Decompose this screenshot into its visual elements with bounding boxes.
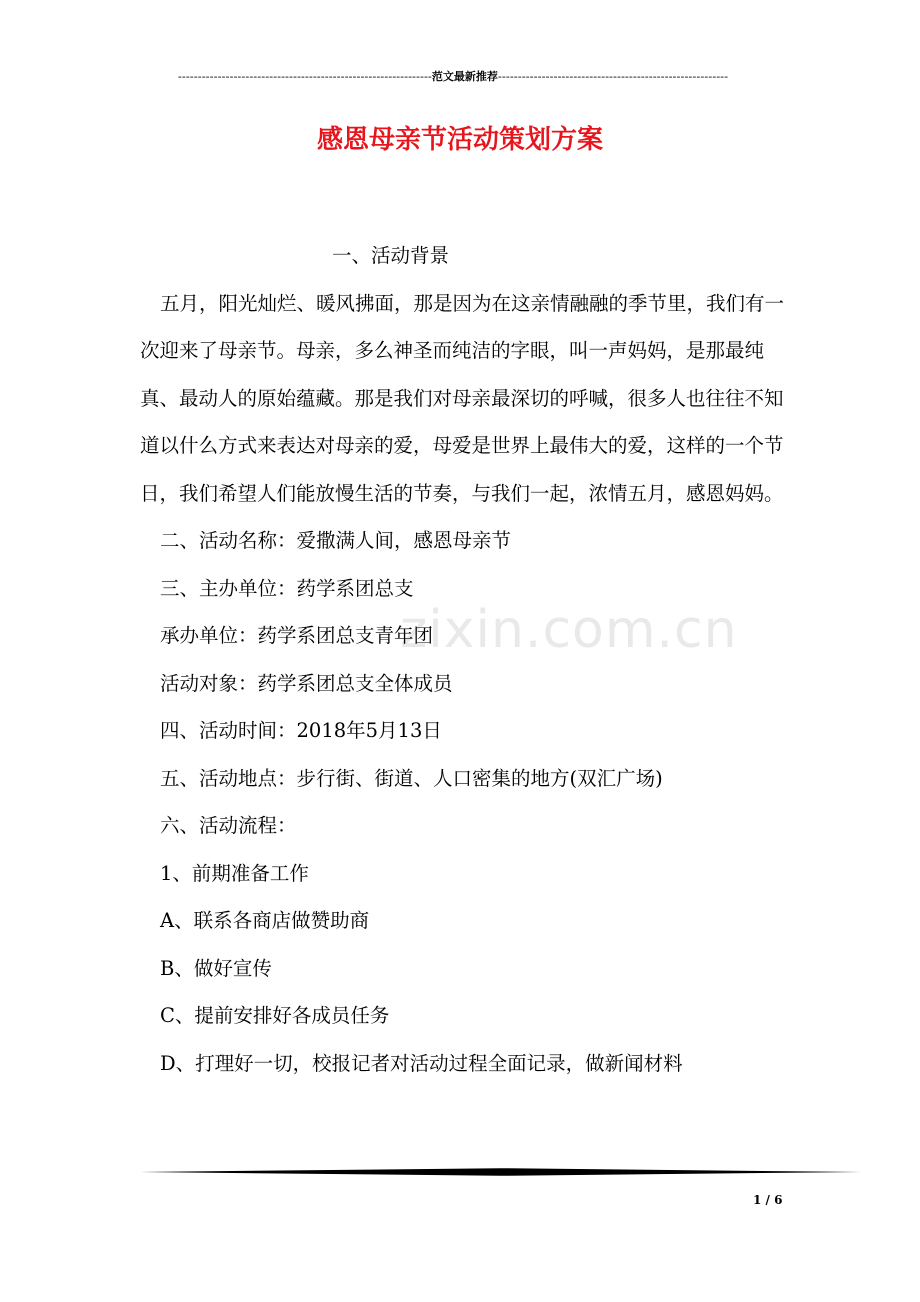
preparation-heading: 1、前期准备工作 <box>160 861 309 885</box>
section-heading-background: 一、活动背景 <box>332 244 450 267</box>
page-header <box>138 69 768 85</box>
list-item-a: A、联系各商店做赞助商 <box>160 909 370 932</box>
watermark: zixin.com.cn <box>400 600 738 660</box>
document-body <box>140 232 785 1087</box>
list-item-b: B、做好宣传 <box>160 956 272 980</box>
footer-rule <box>140 1167 862 1177</box>
page-number: 1 / 6 <box>753 1193 783 1207</box>
organizer-line: 三、主办单位：药学系团总支 <box>160 576 414 600</box>
activity-time-line: 四、活动时间：2018年5月13日 <box>160 719 442 742</box>
header-label: 范文最新推荐 <box>431 70 498 83</box>
list-item-c: C、提前安排好各成员任务 <box>160 1004 390 1027</box>
header-dashes-right: ---------------------------------------------------------- <box>497 70 729 83</box>
activity-location-line: 五、活动地点：步行街、街道、人口密集的地方(双汇广场) <box>160 766 663 790</box>
list-item-d: D、打理好一切，校报记者对活动过程全面记录，做新闻材料 <box>160 1051 683 1075</box>
activity-process-heading: 六、活动流程： <box>160 814 297 837</box>
audience-line: 活动对象：药学系团总支全体成员 <box>160 671 453 695</box>
co-organizer-line: 承办单位：药学系团总支青年团 <box>160 624 434 647</box>
background-paragraph: 五月，阳光灿烂、暖风拂面，那是因为在这亲情融融的季节里，我们有一次迎来了母亲节。母亲，多么神圣而纯洁的字眼，叫一声妈妈，是那最纯真、最动人的原始蕴藏。那是我们对母亲最深切的呼喊，很多人也往往不知道以什么方式来表达对母亲的爱，母爱是世界上最伟大的爱，这样的一个节日，我们希望人们能放慢生活的节奏，与我们一起，浓情五月，感恩妈妈。 <box>140 291 785 505</box>
header-dashes-left: ---------------------------------------------------------------- <box>177 70 432 83</box>
document-title: 感恩母亲节活动策划方案 <box>316 125 603 155</box>
activity-name-line: 二、活动名称：爱撒满人间，感恩母亲节 <box>160 529 512 552</box>
